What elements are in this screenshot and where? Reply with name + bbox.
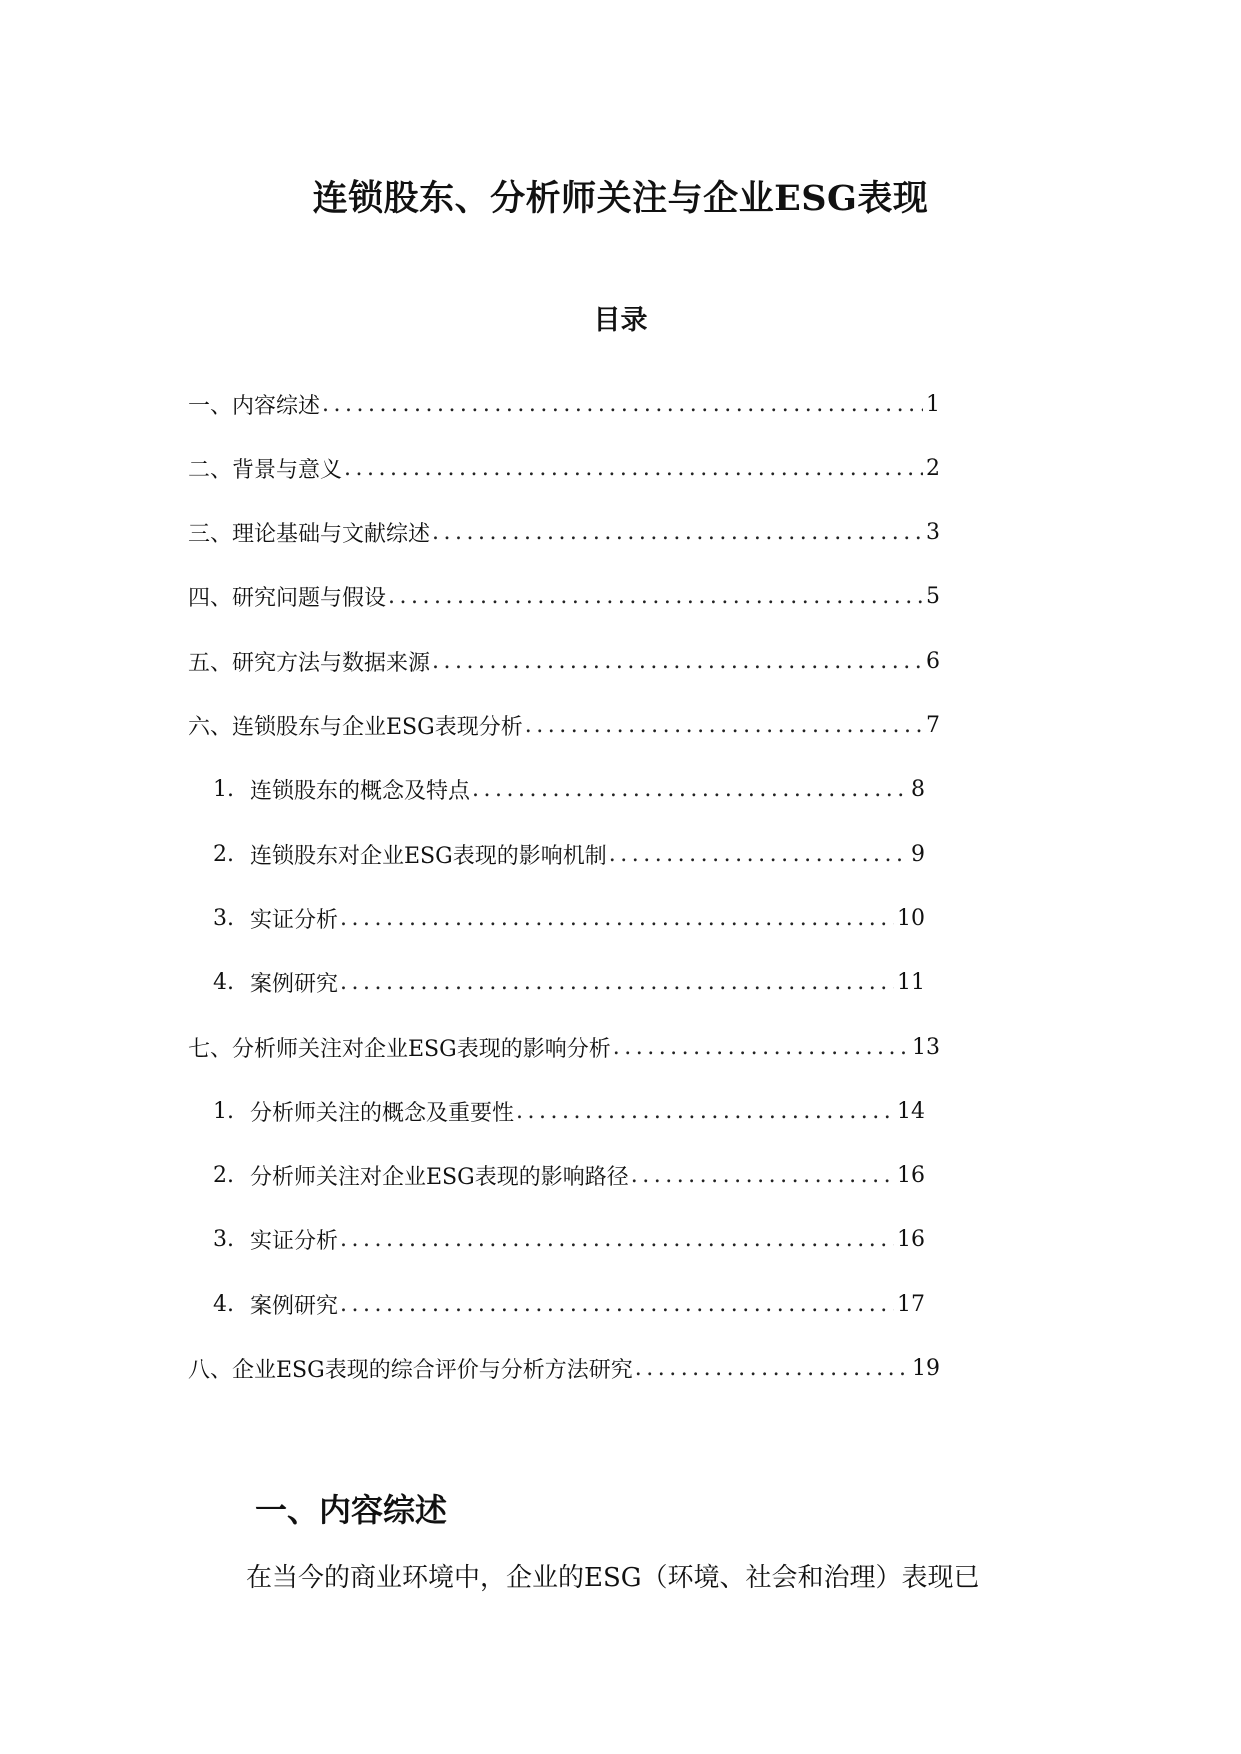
toc-entry-page-number: 11: [897, 970, 925, 996]
toc-entry-number: 2.: [213, 1163, 234, 1189]
toc-entry-page-number: 9: [911, 841, 925, 867]
toc-dot-leader: [525, 713, 923, 738]
toc-entry-number: 1.: [213, 777, 234, 803]
section-heading: 一、内容综述: [255, 1490, 448, 1529]
toc-entry[interactable]: [213, 1156, 925, 1196]
toc-dot-leader: [609, 842, 908, 867]
toc-entry-title: 二、背景与意义: [188, 457, 343, 483]
toc-entry-title: 三、理论基础与文献综述: [188, 522, 431, 548]
toc-entry[interactable]: [188, 706, 940, 746]
toc-entry-title: 分析师关注对企业ESG表现的影响路径: [250, 1165, 629, 1191]
toc-entry[interactable]: [213, 898, 925, 938]
toc-entry-number: 2.: [213, 841, 234, 867]
toc-dot-leader: [635, 1356, 909, 1381]
body-paragraph: 在当今的商业环境中，企业的ESG（环境、社会和治理）表现已: [246, 1563, 980, 1593]
toc-entry-title: 连锁股东对企业ESG表现的影响机制: [250, 843, 607, 869]
toc-entry[interactable]: [188, 513, 940, 553]
toc-dot-leader: [388, 584, 923, 609]
toc-entry-number: 3.: [213, 905, 234, 931]
toc-entry-page-number: 6: [926, 648, 940, 674]
toc-dot-leader: [432, 649, 923, 674]
toc-entry-page-number: 10: [897, 905, 925, 931]
toc-dot-leader: [340, 1227, 894, 1252]
toc-entry-page-number: 16: [897, 1227, 925, 1253]
toc-entry-title: 案例研究: [250, 972, 339, 998]
toc-entry-page-number: 14: [897, 1098, 925, 1124]
toc-entry-page-number: 2: [926, 455, 940, 481]
toc-entry-page-number: 7: [926, 713, 940, 738]
toc-entry[interactable]: [213, 963, 925, 1003]
toc-entry-page-number: 1: [926, 391, 940, 417]
toc-entry[interactable]: [213, 1220, 925, 1260]
toc-entry[interactable]: [213, 770, 925, 810]
toc-entry-title: 四、研究问题与假设: [188, 586, 387, 612]
toc-entry-page-number: 13: [912, 1034, 940, 1060]
toc-entry[interactable]: [188, 1349, 940, 1389]
toc-dot-leader: [322, 392, 923, 417]
toc-entry-number: 1.: [213, 1098, 234, 1124]
toc-entry[interactable]: [188, 448, 940, 488]
toc-entry[interactable]: [213, 834, 925, 874]
toc-entry-title: 一、内容综述: [188, 393, 321, 419]
toc-dot-leader: [340, 1292, 894, 1317]
toc-dot-leader: [472, 777, 908, 802]
toc-dot-leader: [631, 1163, 894, 1188]
toc-entry[interactable]: [188, 641, 940, 681]
toc-entry-title: 连锁股东的概念及特点: [250, 779, 471, 805]
toc-entry-title: 六、连锁股东与企业ESG表现分析: [188, 715, 523, 740]
toc-dot-leader: [344, 456, 923, 481]
toc-entry-title: 实证分析: [250, 1229, 339, 1255]
toc-entry-page-number: 17: [897, 1291, 925, 1317]
toc-entry-title: 分析师关注的概念及重要性: [250, 1100, 515, 1126]
toc-entry-page-number: 5: [926, 584, 940, 610]
toc-entry[interactable]: [188, 577, 940, 617]
toc-entry-number: 3.: [213, 1227, 234, 1253]
toc-entry-number: 4.: [213, 1291, 234, 1317]
toc-dot-leader: [516, 1099, 894, 1124]
document-title: 连锁股东、分析师关注与企业ESG表现: [312, 178, 929, 220]
toc-dot-leader: [340, 906, 894, 931]
toc-entry-title: 实证分析: [250, 907, 339, 933]
toc-entry[interactable]: [213, 1091, 925, 1131]
toc-entry-page-number: 3: [926, 520, 940, 546]
toc-entry-page-number: 8: [911, 777, 925, 803]
toc-entry[interactable]: [213, 1284, 925, 1324]
toc-entry-number: 4.: [213, 970, 234, 996]
toc-dot-leader: [432, 520, 923, 545]
toc-entry-page-number: 19: [912, 1356, 940, 1381]
toc-entry-title: 八、企业ESG表现的综合评价与分析方法研究: [188, 1358, 633, 1383]
toc-entry-title: 五、研究方法与数据来源: [188, 650, 431, 676]
toc-entry[interactable]: [188, 384, 940, 424]
toc-entry-title: 案例研究: [250, 1293, 339, 1319]
toc-entry[interactable]: [188, 1027, 940, 1067]
toc-heading: 目录: [593, 305, 648, 337]
toc-dot-leader: [613, 1035, 909, 1060]
toc-entry-title: 七、分析师关注对企业ESG表现的影响分析: [188, 1036, 611, 1062]
toc-dot-leader: [340, 970, 894, 995]
toc-entry-page-number: 16: [897, 1163, 925, 1189]
